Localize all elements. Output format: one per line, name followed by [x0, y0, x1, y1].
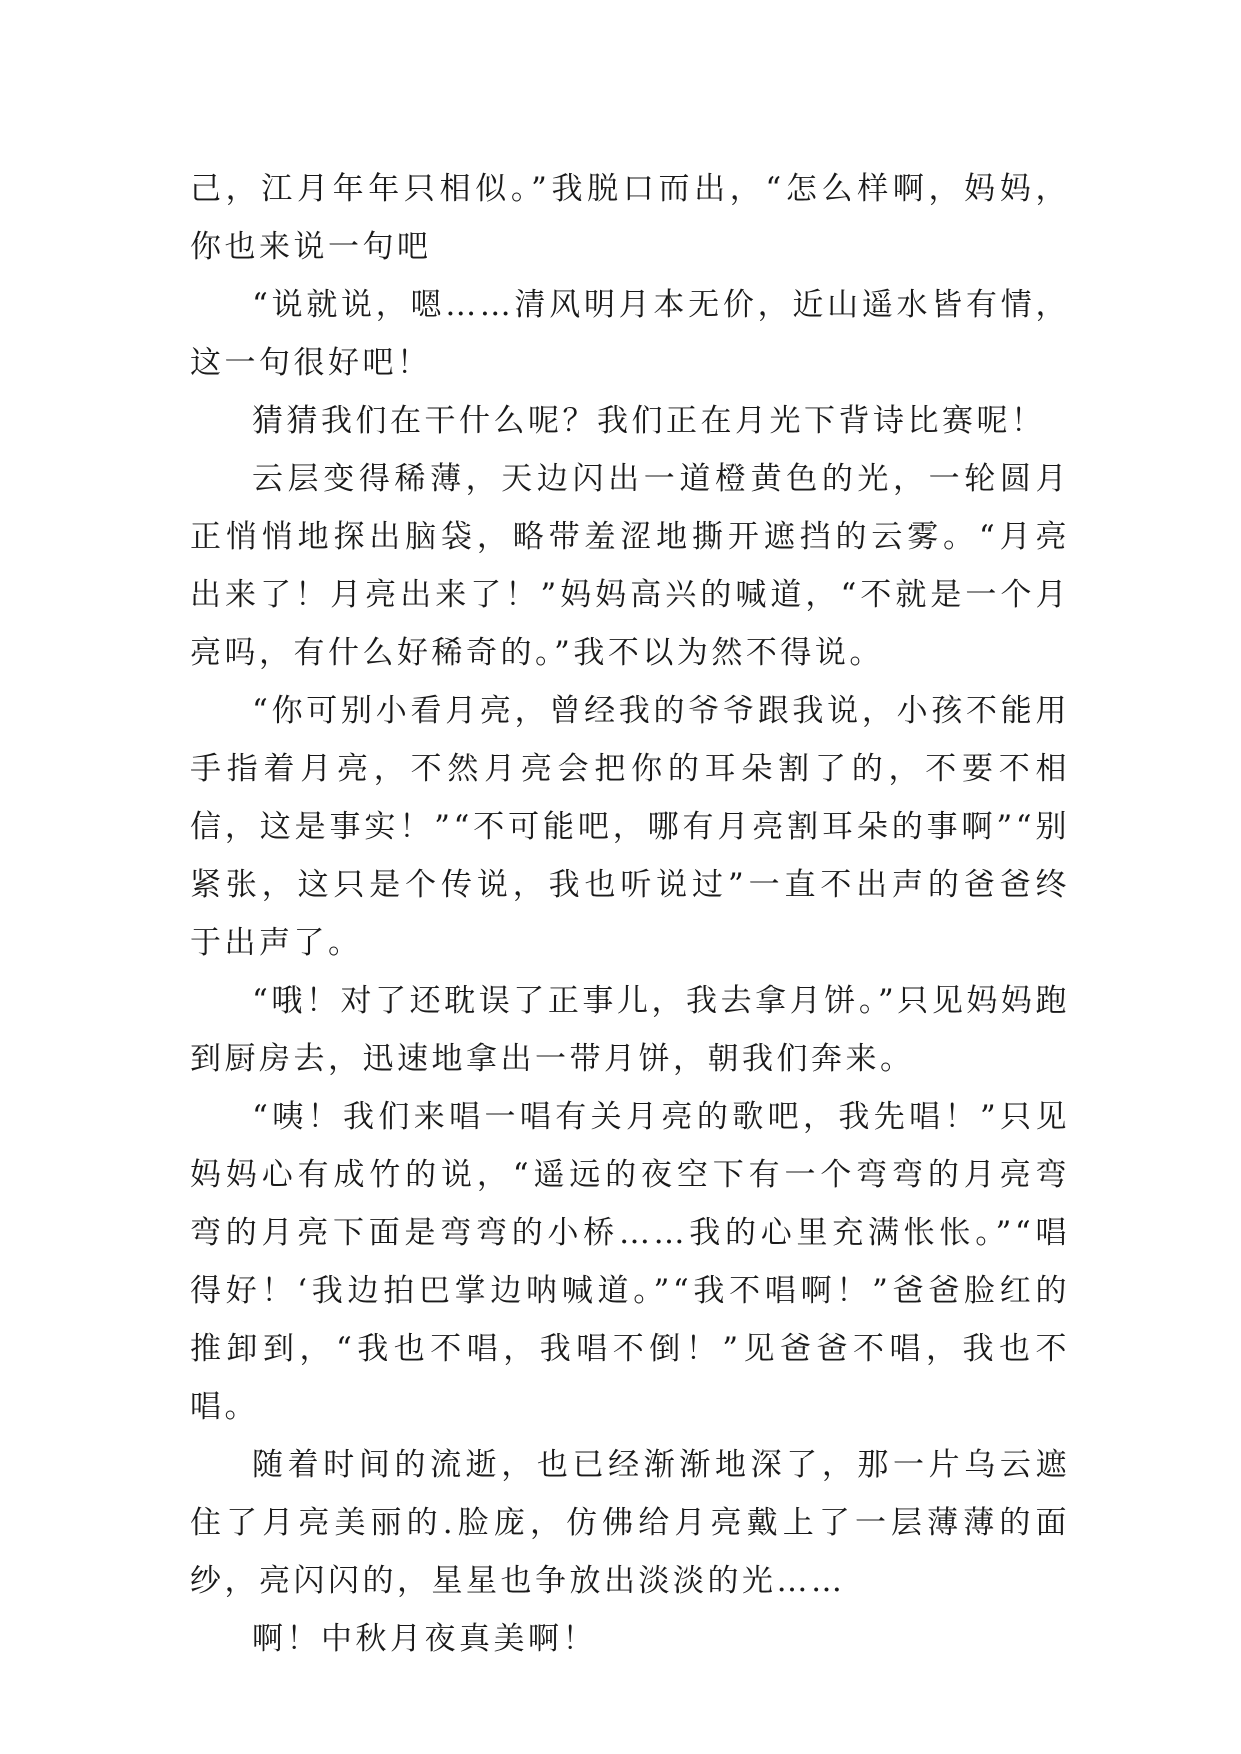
paragraph-8: 随着时间的流逝，也已经渐渐地深了，那一片乌云遮住了月亮美丽的.脸庞，仿佛给月亮戴上了一层薄薄的面纱，亮闪闪的，星星也争放出淡淡的光……	[190, 1447, 1070, 1599]
paragraph-2: “说就说，嗯……清风明月本无价，近山遥水皆有情，这一句很好吧！	[190, 287, 1070, 381]
essay-body	[190, 160, 1070, 1668]
paragraph-5: “你可别小看月亮，曾经我的爷爷跟我说，小孩不能用手指着月亮，不然月亮会把你的耳朵割了的，不要不相信，这是事实！”“不可能吧，哪有月亮割耳朵的事啊”“别紧张，这只是个传说，我也听说过”一直不出声的爸爸终于出声了。	[190, 693, 1070, 961]
paragraph-6: “哦！对了还耽误了正事儿，我去拿月饼。”只见妈妈跑到厨房去，迅速地拿出一带月饼，朝我们奔来。	[190, 983, 1070, 1077]
paragraph-1: 己，江月年年只相似。”我脱口而出，“怎么样啊，妈妈，你也来说一句吧	[190, 171, 1070, 265]
paragraph-3: 猜猜我们在干什么呢？我们正在月光下背诗比赛呢！	[252, 403, 1046, 439]
paragraph-7: “咦！我们来唱一唱有关月亮的歌吧，我先唱！”只见妈妈心有成竹的说，“遥远的夜空下有一个弯弯的月亮弯弯的月亮下面是弯弯的小桥……我的心里充满怅怅。”“唱得好！‘我边拍巴掌边呐喊道。”“我不唱啊！”爸爸脸红的推卸到，“我也不唱，我唱不倒！”见爸爸不唱，我也不唱。	[190, 1099, 1070, 1425]
paragraph-4: 云层变得稀薄，天边闪出一道橙黄色的光，一轮圆月正悄悄地探出脑袋，略带羞涩地撕开遮挡的云雾。“月亮出来了！月亮出来了！”妈妈高兴的喊道，“不就是一个月亮吗，有什么好稀奇的。”我不以为然不得说。	[190, 461, 1070, 671]
paragraph-9: 啊！中秋月夜真美啊！	[252, 1621, 597, 1657]
